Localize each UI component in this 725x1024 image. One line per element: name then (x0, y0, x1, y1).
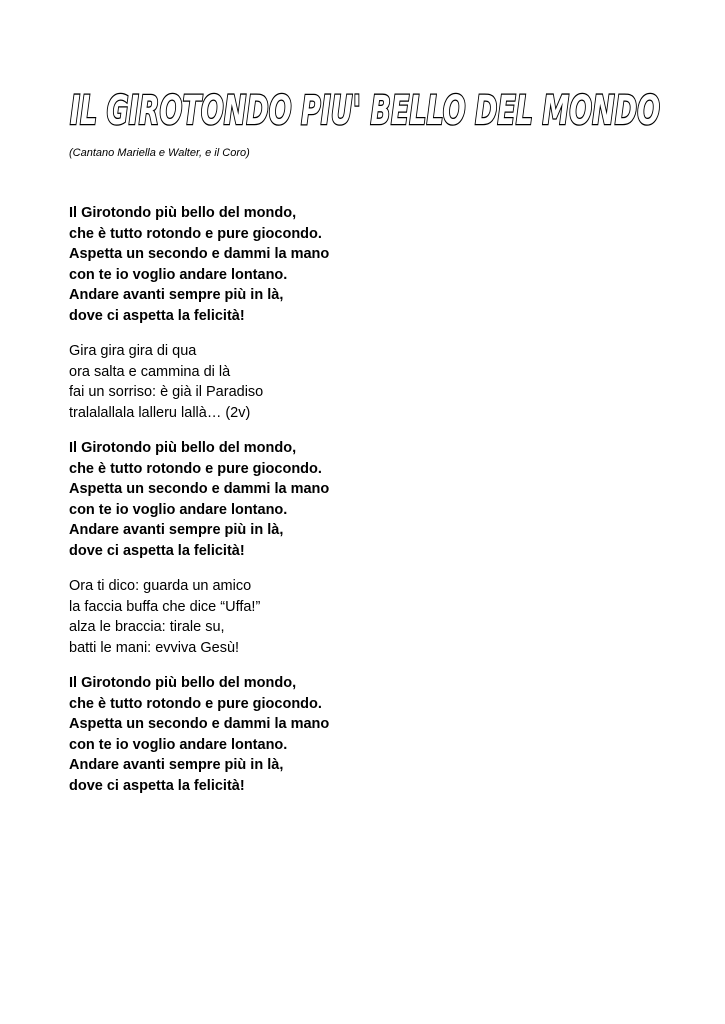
lyric-line: Andare avanti sempre più in là, (69, 287, 284, 303)
lyric-line: la faccia buffa che dice “Uffa!” (69, 598, 261, 615)
lyric-line: Aspetta un secondo e dammi la mano (69, 481, 330, 497)
lyric-line: dove ci aspetta la felicità! (69, 307, 245, 324)
chorus-stanza (69, 438, 669, 561)
lyric-line: Il Girotondo più bello del mondo, (69, 440, 297, 456)
page-title (60, 82, 670, 132)
lyric-line: tralalallala lalleru lallà… (2v) (69, 404, 251, 421)
verse-stanza (69, 341, 669, 423)
lyric-line: con te io voglio andare lontano. (69, 736, 288, 753)
lyric-line: Il Girotondo più bello del mondo, (69, 205, 297, 221)
lyric-line: fai un sorriso: è già il Paradiso (69, 384, 264, 400)
lyric-line: con te io voglio andare lontano. (69, 501, 288, 518)
verse-stanza (69, 576, 669, 658)
lyric-line: Andare avanti sempre più in là, (69, 757, 284, 773)
lyric-line: Gira gira gira di qua (69, 343, 197, 359)
lyric-line: Aspetta un secondo e dammi la mano (69, 716, 330, 732)
title-text: IL GIROTONDO PIU' BELLO DEL MONDO (70, 88, 660, 132)
chorus-stanza (69, 203, 669, 326)
chorus-stanza (69, 673, 669, 796)
subtitle: (Cantano Mariella e Walter, e il Coro) (69, 147, 250, 159)
lyric-line: Il Girotondo più bello del mondo, (69, 675, 297, 691)
lyric-line: che è tutto rotondo e pure giocondo. (69, 460, 322, 477)
lyric-line: Ora ti dico: guarda un amico (69, 578, 252, 594)
lyric-line: che è tutto rotondo e pure giocondo. (69, 225, 322, 242)
lyric-line: batti le mani: evviva Gesù! (69, 639, 240, 656)
lyric-line: Aspetta un secondo e dammi la mano (69, 246, 330, 262)
lyric-line: che è tutto rotondo e pure giocondo. (69, 695, 322, 712)
lyric-line: alza le braccia: tirale su, (69, 619, 225, 635)
lyric-line: dove ci aspetta la felicità! (69, 777, 245, 794)
title-wordart (60, 82, 670, 132)
lyrics (69, 203, 669, 811)
lyric-line: Andare avanti sempre più in là, (69, 522, 284, 538)
lyric-line: ora salta e cammina di là (69, 363, 231, 380)
lyric-line: dove ci aspetta la felicità! (69, 542, 245, 559)
lyric-line: con te io voglio andare lontano. (69, 266, 288, 283)
